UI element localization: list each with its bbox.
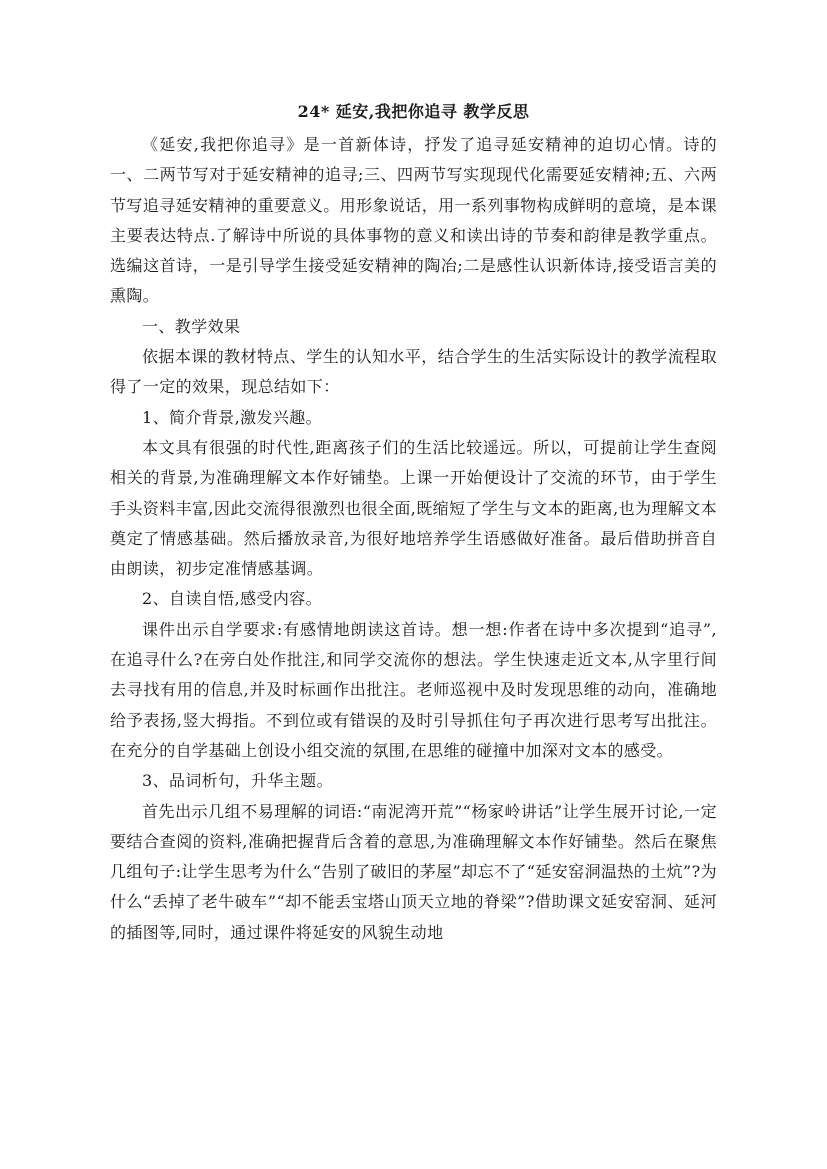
paragraph-self-reading: 课件出示自学要求:有感情地朗读这首诗。想一想:作者在诗中多次提到“追寻”,在追寻什么?在旁白处作批注,和同学交流你的想法。学生快速走近文本,从字里行间去寻找有用的信息,并及时标画作出批注。老师巡视中及时发现思维的动向，准确地给予表扬,竖大拇指。不到位或有错误的及时引导抓住句子再次进行思考写出批注。在充分的自学基础上创设小组交流的氛围,在思维的碰撞中加深对文本的感受。 (110, 619, 717, 760)
paragraph-word-analysis: 首先出示几组不易理解的词语:“南泥湾开荒”“杨家岭讲话”让学生展开讨论,一定要结合查阅的资料,准确把握背后含着的意思,为准确理解文本作好铺垫。然后在聚焦几组句子:让学生思考为什么“告别了破旧的茅屋”却忘不了“延安窑洞温热的土炕”?为什么“丢掉了老牛破车”“却不能丢宝塔山顶天立地的脊梁”?借助课文延安窑洞、延河的插图等,同时，通过课件将延安的风貌生动地 (110, 801, 717, 942)
document-title: 24* 延安,我把你追寻 教学反思 (297, 102, 530, 121)
subheading-self-reading: 2、自读自悟,感受内容。 (142, 589, 323, 609)
paragraph-background: 本文具有很强的时代性,距离孩子们的生活比较遥远。所以，可提前让学生查阅相关的背景,为准确理解文本作好铺垫。上课一开始便设计了交流的环节，由于学生手头资料丰富,因此交流得很激烈也很全面,既缩短了学生与文本的距离,也为理解文本奠定了情感基础。然后播放录音,为很好地培养学生语感做好准备。最后借助拼音自由朗读，初步定准情感基调。 (110, 437, 717, 579)
paragraph-summary-lead: 依据本课的教材特点、学生的认知水平，结合学生的生活实际设计的教学流程取得了一定的效果，现总结如下： (110, 347, 717, 397)
document-body (110, 100, 717, 948)
section-heading-teaching-effect: 一、教学效果 (142, 316, 241, 336)
paragraph-intro: 《延安,我把你追寻》是一首新体诗，抒发了追寻延安精神的迫切心情。诗的一、二两节写对于延安精神的追寻;三、四两节写实现现代化需要延安精神;五、六两节写追寻延安精神的重要意义。用形象说话，用一系列事物构成鲜明的意境，是本课主要表达特点.了解诗中所说的具体事物的意义和读出诗的节奏和韵律是教学重点。选编这首诗，一是引导学生接受延安精神的陶冶;二是感性认识新体诗,接受语言美的熏陶。 (110, 135, 717, 306)
subheading-word-analysis: 3、品词析句，升华主题。 (142, 771, 333, 791)
subheading-background: 1、简介背景,激发兴趣。 (142, 407, 323, 427)
